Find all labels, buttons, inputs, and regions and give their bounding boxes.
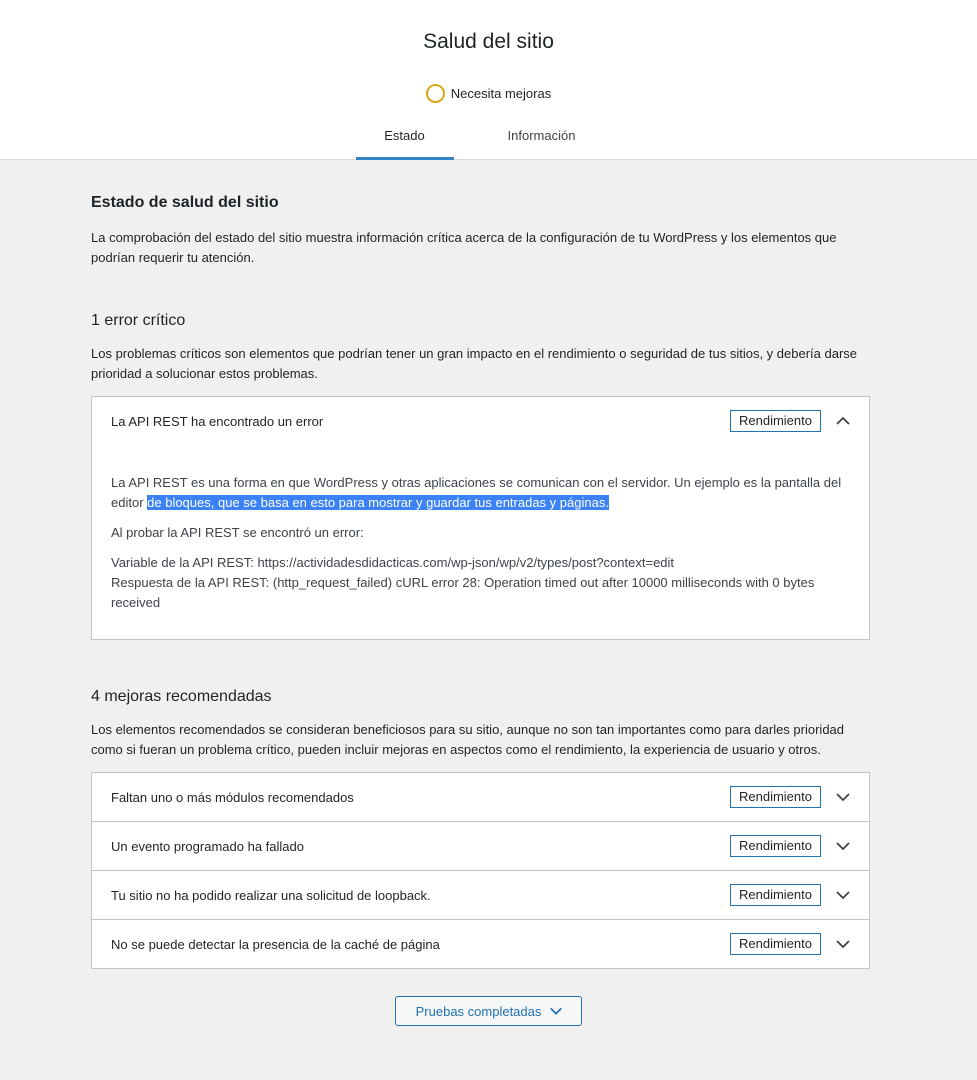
accordion-title: No se puede detectar la presencia de la caché de página — [111, 936, 440, 952]
chevron-down-icon[interactable] — [835, 838, 851, 854]
accordion-title: Un evento programado ha fallado — [111, 838, 304, 854]
passed-tests-label: Pruebas completadas — [415, 1003, 542, 1019]
category-badge: Rendimiento — [730, 933, 821, 955]
category-badge: Rendimiento — [730, 884, 821, 906]
tab-informacion[interactable]: Información — [507, 128, 576, 143]
critical-group-description: Los problemas críticos son elementos que podrían tener un gran impacto en el rendimiento o seguridad de tus sitios, y debería darse prioridad a solucionar estos problemas. — [91, 346, 857, 381]
accordion-title: Faltan uno o más módulos recomendados — [111, 789, 354, 805]
body-paragraph — [111, 553, 850, 613]
page-header — [0, 0, 977, 160]
accordion-item — [92, 397, 869, 639]
accordion-header[interactable] — [92, 397, 869, 445]
recommended-accordion — [91, 772, 870, 969]
accordion-header[interactable] — [92, 822, 869, 870]
accordion-item — [92, 871, 869, 920]
body-paragraph — [111, 473, 850, 513]
accordion-item — [92, 822, 869, 871]
status-label: Necesita mejoras — [450, 86, 552, 101]
accordion-header[interactable] — [92, 871, 869, 919]
tab-estado[interactable]: Estado — [356, 112, 454, 160]
passed-tests-button[interactable] — [395, 996, 583, 1026]
recommended-group-description: Los elementos recomendados se consideran beneficiosos para su sitio, aunque no son tan importantes como para darles prioridad como si fueran un problema crítico, pueden incluir mejoras en aspectos como el rendimiento, la experiencia de usuario y otros. — [91, 722, 845, 757]
main-content — [91, 161, 870, 969]
critical-accordion — [91, 396, 870, 640]
category-badge: Rendimiento — [730, 410, 821, 432]
selected-text: de bloques, que se basa en esto para mostrar y guardar tus entradas y páginas. — [147, 495, 609, 510]
category-badge: Rendimiento — [730, 786, 821, 808]
tab-bar — [0, 112, 977, 160]
accordion-header[interactable] — [92, 920, 869, 968]
chevron-down-icon[interactable] — [835, 936, 851, 952]
accordion-title: Tu sitio no ha podido realizar una solicitud de loopback. — [111, 887, 431, 903]
critical-group-title: 1 error crítico — [91, 312, 186, 329]
api-variable-line: Variable de la API REST: https://actividadesdidacticas.com/wp-json/wp/v2/types/post?context=edit — [111, 555, 675, 570]
page-title: Salud del sitio — [423, 30, 554, 53]
chevron-down-icon[interactable] — [835, 887, 851, 903]
chevron-down-icon[interactable] — [835, 789, 851, 805]
api-response-line: Respuesta de la API REST: (http_request_failed) cURL error 28: Operation timed out after 10000 milliseconds with 0 bytes received — [111, 575, 815, 610]
section-description: La comprobación del estado del sitio muestra información crítica acerca de la configuración de tu WordPress y los elementos que podrían requerir tu atención. — [91, 230, 837, 265]
section-title: Estado de salud del sitio — [91, 194, 279, 211]
accordion-body — [92, 445, 869, 639]
accordion-item — [92, 773, 869, 822]
accordion-item — [92, 920, 869, 968]
status-circle-icon — [426, 84, 445, 103]
body-text: La API REST es una forma en que WordPress y otras aplicaciones se comunican con el servidor. Un ejemplo es la pantalla del editor — [111, 475, 842, 510]
accordion-title: La API REST ha encontrado un error — [111, 413, 324, 429]
chevron-up-icon[interactable] — [835, 413, 851, 429]
chevron-down-icon — [549, 1004, 563, 1018]
footer-actions — [0, 996, 977, 1026]
recommended-group-title: 4 mejoras recomendadas — [91, 688, 272, 705]
category-badge: Rendimiento — [730, 835, 821, 857]
body-paragraph: Al probar la API REST se encontró un error: — [111, 525, 364, 540]
site-health-status — [0, 84, 977, 103]
accordion-header[interactable] — [92, 773, 869, 821]
